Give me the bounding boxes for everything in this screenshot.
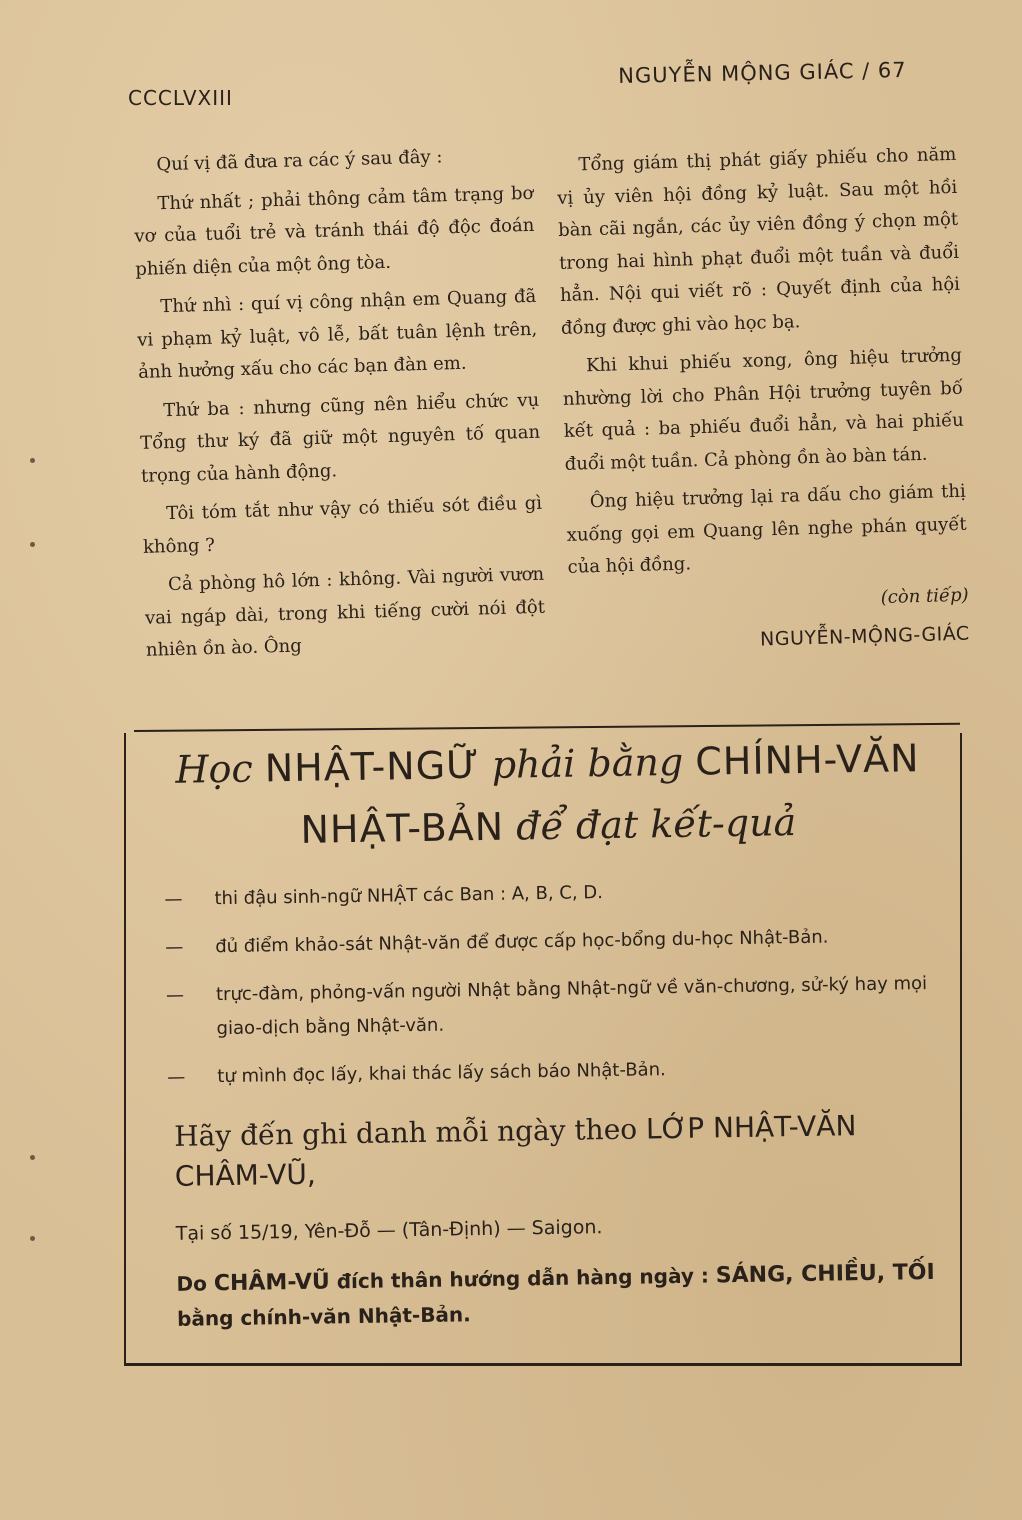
- list-item-text: thi đậu sinh-ngữ NHẬT các Ban : A, B, C, D.: [214, 882, 604, 910]
- ad-call-to-action: [174, 1105, 939, 1197]
- ad-guidance: [176, 1255, 941, 1336]
- paragraph: Cả phòng hô lớn : không. Vài người vươn vai ngáp dài, trong khi tiếng cười nói đột nhiên ồn ào. Ông: [144, 563, 546, 661]
- ad-headline-word: NHẬT-NGỮ: [264, 743, 481, 791]
- article-left-column: [132, 139, 546, 673]
- ad-benefit-list: [164, 871, 937, 1095]
- advertisement-content: [162, 727, 941, 1336]
- paragraph: Thứ ba : nhưng cũng nên hiểu chức vụ Tổng thư ký đã giữ một nguyên tố quan trọng của hành động.: [139, 389, 541, 487]
- paragraph: Thứ nhất ; phải thông cảm tâm trạng bơ vơ của tuổi trẻ và tránh thái độ độc đoán phiến diện của một ông tòa.: [134, 182, 535, 280]
- dash-bullet: —: [165, 984, 185, 1006]
- dash-bullet: —: [164, 888, 183, 910]
- ad-headline-word: Học: [175, 746, 254, 792]
- list-item-text: trực-đàm, phỏng-vấn người Nhật bằng Nhật-ngữ về văn-chương, sử-ký hay mọi giao-dịch bằng Nhật-văn.: [215, 973, 928, 1040]
- dash-bullet: —: [167, 1066, 186, 1088]
- guide-name: CHÂM-VŨ: [213, 1269, 330, 1297]
- binding-hole-mark: [30, 542, 35, 547]
- list-item-text: tự mình đọc lấy, khai thác lấy sách báo Nhật-Bản.: [217, 1059, 666, 1088]
- paragraph: Khi khui phiếu xong, ông hiệu trưởng nhường lời cho Phân Hội trưởng tuyên bố kết quả : ba phiếu đuổi hẳn, và hai phiếu đuổi một tuần. Cả phòng ồn ào bàn tán.: [562, 344, 964, 475]
- binding-hole-mark: [30, 458, 35, 463]
- guide-times: SÁNG, CHIỀU, TỐI: [715, 1259, 935, 1289]
- school-name: LỚP NHẬT-VĂN CHÂM-VŨ,: [174, 1109, 857, 1193]
- ad-headline-word: phải bằng: [491, 739, 684, 787]
- binding-hole-mark: [30, 1236, 35, 1241]
- ad-headline-line1: [162, 727, 933, 801]
- advertisement-box: [124, 733, 962, 1366]
- list-item: [165, 919, 935, 965]
- paragraph: Thứ nhì : quí vị công nhận em Quang đã vi phạm kỷ luật, vô lễ, bất tuân lệnh trên, ảnh hưởng xấu cho các bạn đàn em.: [137, 285, 538, 383]
- article-right-column: [556, 139, 970, 667]
- list-item-text: đủ điểm khảo-sát Nhật-văn để được cấp học-bổng du-học Nhật-Bản.: [215, 926, 829, 958]
- list-item: [164, 871, 934, 917]
- paragraph: Tổng giám thị phát giấy phiếu cho năm vị ủy viên hội đồng kỷ luật. Sau một hồi bàn cãi ngắn, các ủy viên đồng ý chọn một trong hai hình phạt đuổi một tuần và đuổi hẳn. Nội qui viết rõ : Quyết định của hội đồng được ghi vào học bạ.: [557, 143, 961, 339]
- ad-headline-word: NHẬT-BẢN: [300, 804, 505, 852]
- page-folio: CCCLVXIII: [128, 86, 233, 110]
- running-head: NGUYỄN MỘNG GIÁC / 67: [618, 57, 907, 88]
- ad-headline-word: CHÍNH-VĂN: [694, 736, 920, 784]
- call-prefix: Hãy đến ghi danh mỗi ngày theo: [173, 1112, 638, 1153]
- guide-prefix: Do: [176, 1271, 208, 1296]
- ad-address: Tại số 15/19, Yên-Đỗ — (Tân-Định) — Saigon.: [175, 1216, 603, 1245]
- list-item: [166, 967, 937, 1047]
- guide-middle: đích thân hướng dẫn hàng ngày :: [336, 1263, 710, 1294]
- binding-hole-mark: [30, 1155, 35, 1160]
- ad-headline-line2: [163, 789, 934, 863]
- list-item: [167, 1049, 937, 1095]
- author-signature: NGUYỄN-MỘNG-GIÁC: [759, 622, 970, 651]
- paragraph: Quí vị đã đưa ra các ý sau đây :: [156, 146, 443, 176]
- ad-headline-word: để đạt kết-quả: [515, 800, 797, 849]
- guide-suffix: bằng chính-văn Nhật-Bản.: [176, 1302, 471, 1331]
- dash-bullet: —: [165, 936, 184, 958]
- paragraph: Ông hiệu trưởng lại ra dấu cho giám thị xuống gọi em Quang lên nghe phán quyết của hội đồng.: [566, 480, 967, 578]
- paragraph: Tôi tóm tắt như vậy có thiếu sót điều gì không ?: [142, 492, 543, 558]
- continued-note: (còn tiếp): [880, 584, 969, 608]
